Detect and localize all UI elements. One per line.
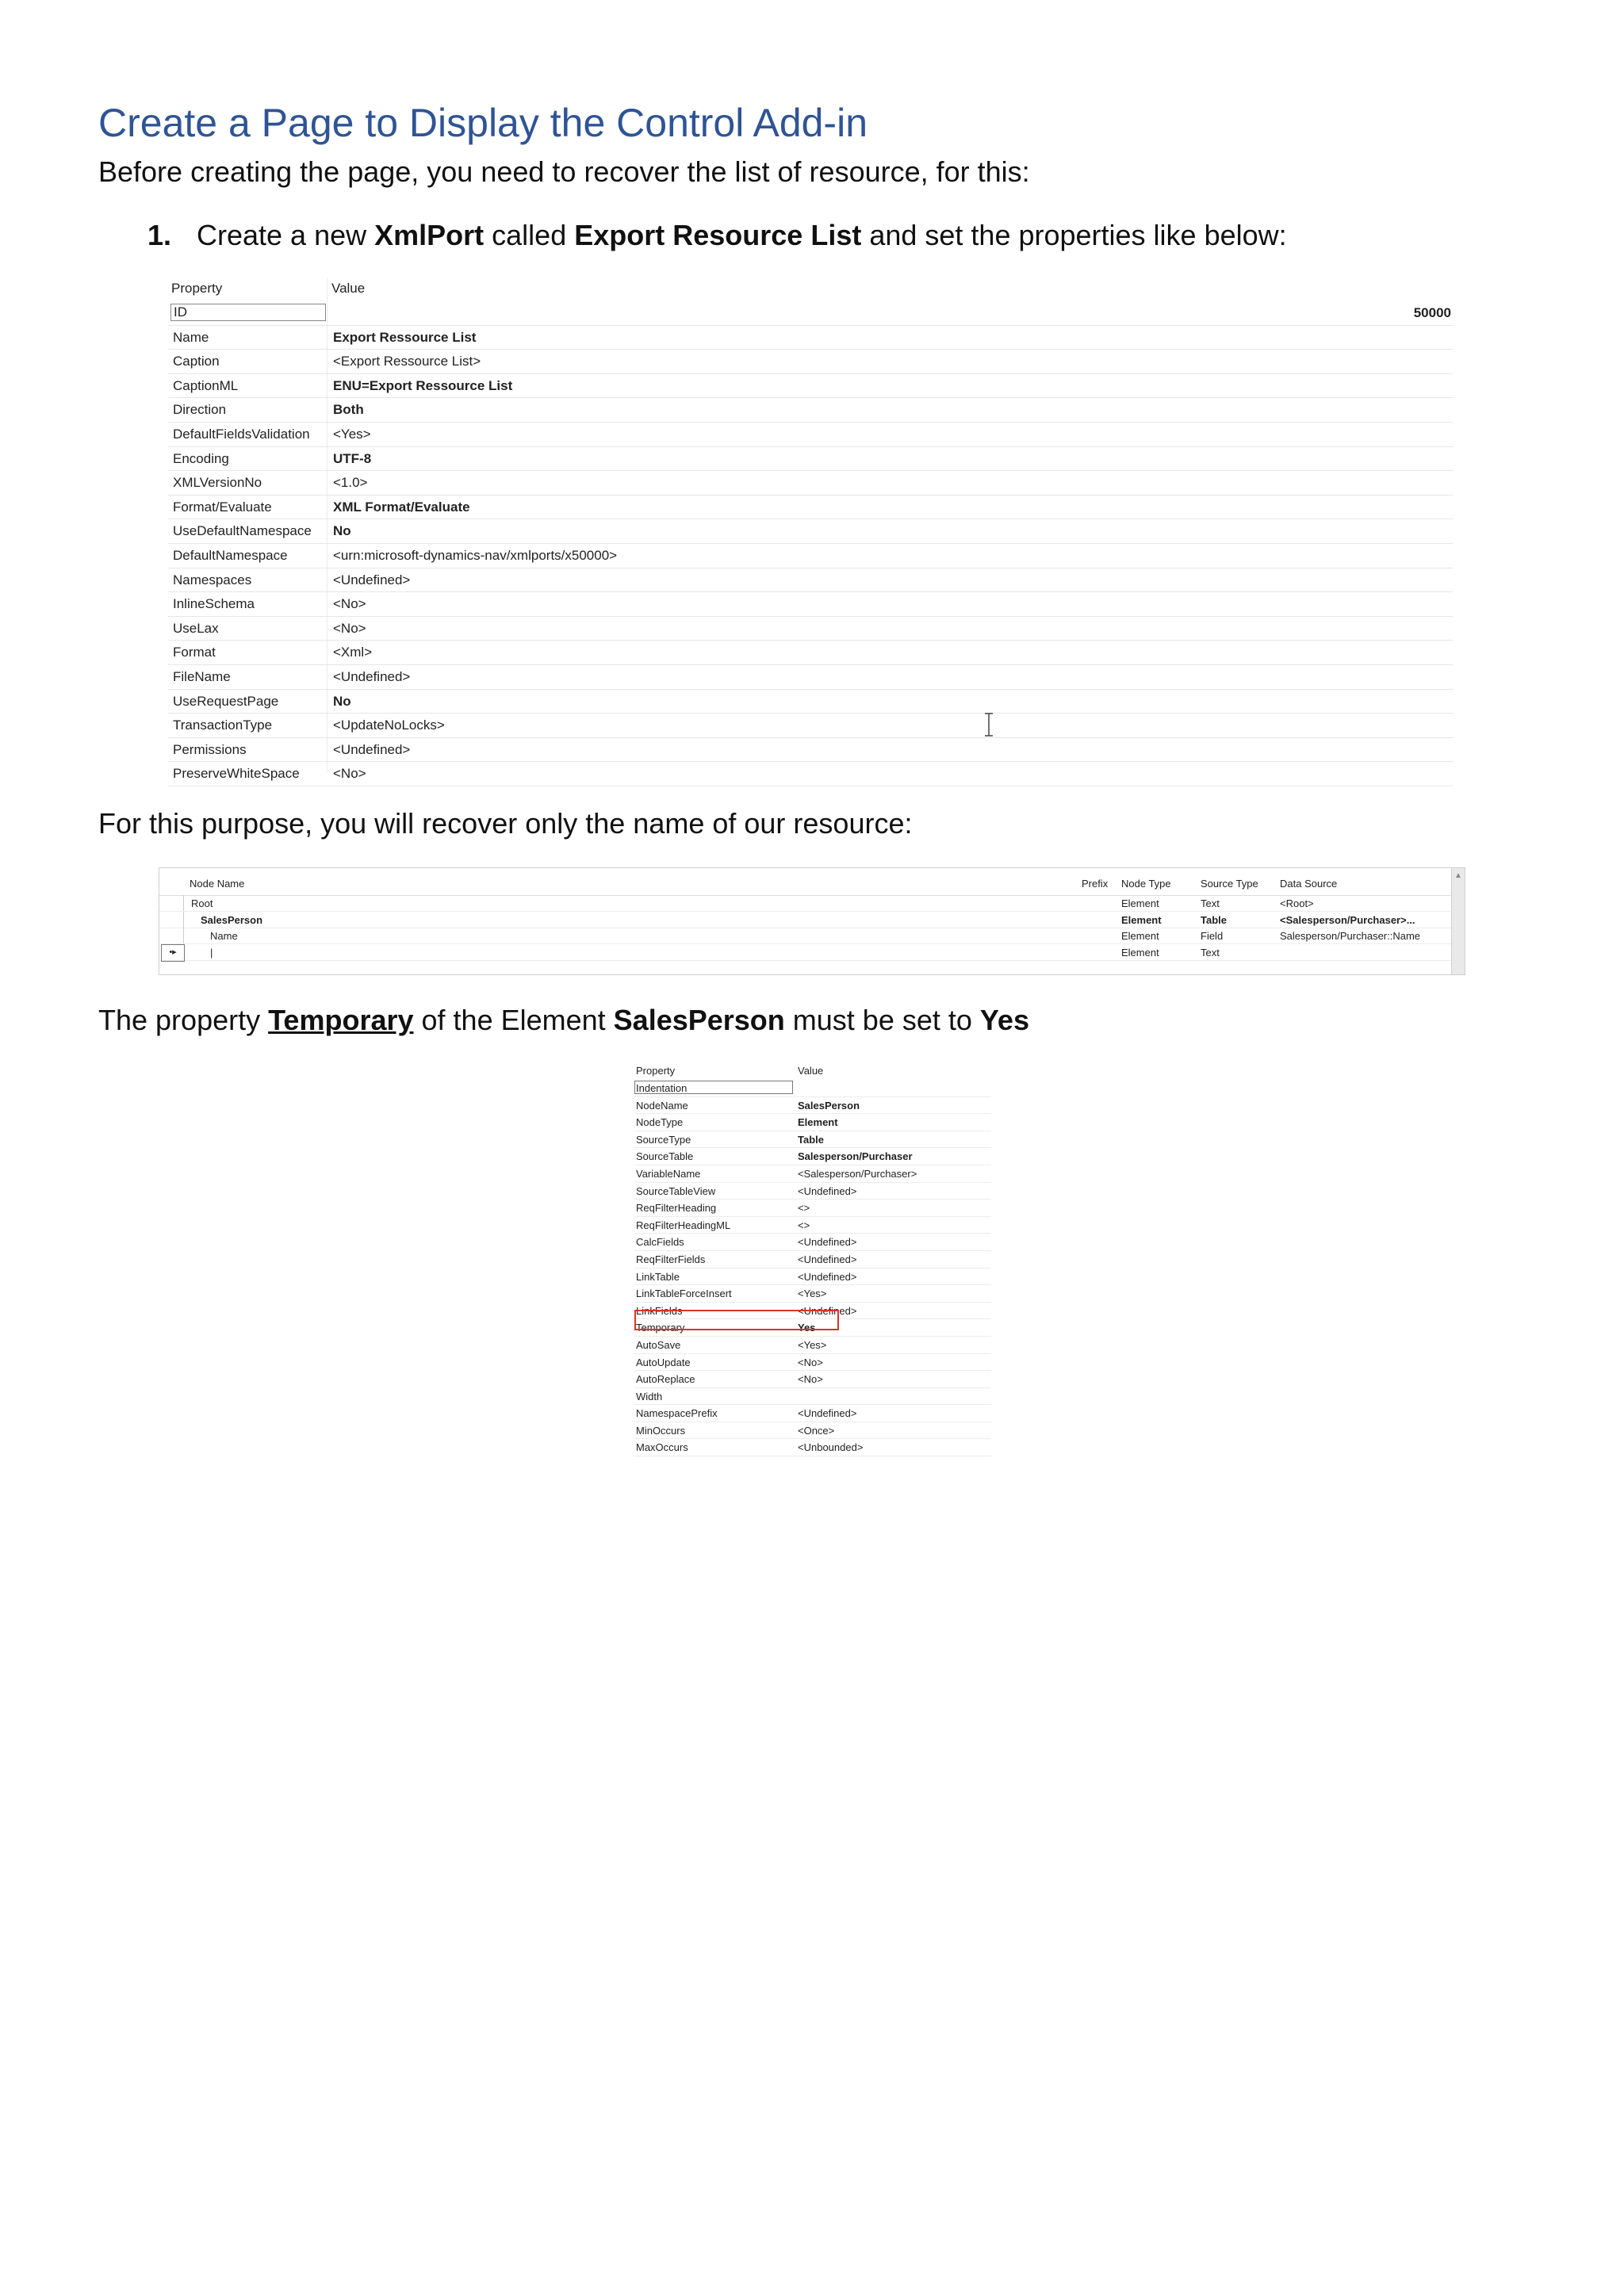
page-title: Create a Page to Display the Control Add-in [98,101,868,145]
property-row[interactable] [168,568,1453,593]
element-property-row[interactable] [634,1200,991,1217]
property-value: <Yes> [333,426,371,442]
value-column-header: Value [331,281,366,296]
element-property-value: Table [798,1133,824,1146]
element-property-row[interactable] [634,1388,991,1406]
property-value: XML Format/Evaluate [333,499,470,515]
element-property-row[interactable] [634,1371,991,1388]
property-value: 50000 [1413,305,1451,320]
element-property-row[interactable] [634,1405,991,1422]
property-name: Caption [173,354,220,369]
property-name: DefaultFieldsValidation [173,426,310,442]
element-property-row[interactable] [634,1251,991,1269]
step-bold-name: Export Resource List [574,219,862,251]
property-row[interactable] [168,641,1453,665]
property-value: Export Ressource List [333,329,477,345]
property-name: XMLVersionNo [173,475,262,491]
property-row[interactable] [168,447,1453,472]
property-value: <No> [333,766,366,782]
node-type-cell: Element [1121,897,1159,909]
element-property-name: SourceTableView [636,1184,716,1197]
element-property-row[interactable] [634,1354,991,1372]
element-property-row[interactable] [634,1439,991,1456]
property-row[interactable] [168,519,1453,544]
element-property-value: Element [798,1116,838,1129]
element-property-row[interactable] [634,1217,991,1234]
source-type-cell: Text [1201,897,1220,909]
node-type-cell: Element [1121,913,1162,926]
property-name: Format [173,645,216,660]
element-property-row[interactable] [634,1269,991,1286]
temporary-highlight-box [634,1310,839,1330]
element-property-name: LinkTable [636,1270,680,1283]
property-row[interactable] [168,398,1453,423]
property-value: <No> [333,620,366,636]
element-property-name: Width [636,1390,663,1402]
properties-header [168,277,1453,301]
property-value: <Undefined> [333,668,411,684]
property-name: DefaultNamespace [173,547,288,563]
element-property-name: Indentation [636,1082,688,1094]
element-property-name: ReqFilterHeading [636,1202,717,1215]
property-row[interactable] [168,326,1453,350]
element-property-name: LinkTableForceInsert [636,1288,732,1300]
node-name-cell: Name [210,930,238,942]
element-property-value: <Yes> [798,1288,827,1300]
element-properties-header [634,1062,991,1080]
node-row[interactable] [159,944,1452,961]
property-value: Both [333,402,364,418]
element-property-name: AutoSave [636,1338,681,1351]
element-property-value: <Undefined> [798,1270,857,1283]
property-value: <Undefined> [333,572,411,587]
property-name: Name [173,329,209,345]
property-row[interactable] [168,592,1453,617]
node-name-cell: SalesPerson [201,913,263,926]
node-row[interactable] [159,912,1452,928]
purpose-paragraph: For this purpose, you will recover only the name of our resource: [98,807,913,840]
source-type-cell: Table [1201,913,1227,926]
element-property-value: <Undefined> [798,1253,857,1265]
property-value: <1.0> [333,475,368,491]
intro-paragraph: Before creating the page, you need to recover the list of resource, for this: [98,155,1030,188]
row-selector[interactable]: •▸ [161,944,185,962]
property-name: ID [170,304,326,321]
property-value: <Export Ressource List> [333,354,481,369]
property-name: UseDefaultNamespace [173,523,312,539]
element-property-name: SourceType [636,1133,691,1146]
property-row[interactable] [168,471,1453,496]
source-type-cell: Text [1201,946,1220,959]
temporary-keyword: Temporary [268,1004,414,1036]
element-property-name: Temporary [636,1322,685,1334]
element-property-name: NodeName [636,1099,688,1112]
node-name-cell: Root [191,897,213,909]
element-property-row[interactable] [634,1234,991,1251]
property-row[interactable] [168,665,1453,690]
prefix-header: Prefix [1082,878,1109,890]
element-property-name: MaxOccurs [636,1441,688,1454]
property-value: <Xml> [333,645,373,660]
property-name: UseLax [173,620,219,636]
property-name: Format/Evaluate [173,499,272,515]
node-grid-header [159,868,1452,896]
element-property-value: <Undefined> [798,1407,857,1420]
property-name: TransactionType [173,718,273,733]
property-value: <Undefined> [333,741,411,757]
step-text-3: and set the properties like below: [861,219,1287,251]
source-type-header: Source Type [1201,878,1258,890]
element-value-column-header: Value [798,1065,824,1077]
property-value: <UpdateNoLocks> [333,718,445,733]
element-property-row[interactable] [634,1097,991,1115]
element-property-value: Yes [798,1322,816,1334]
property-name: PreserveWhiteSpace [173,766,300,782]
property-name: InlineSchema [173,596,255,612]
property-name: FileName [173,668,231,684]
temporary-paragraph [98,1004,1029,1037]
node-type-header: Node Type [1121,878,1171,890]
property-row[interactable] [168,617,1453,641]
element-property-name: LinkFields [636,1304,683,1317]
element-property-row[interactable] [634,1114,991,1131]
data-source-header: Data Source [1280,878,1338,890]
element-property-value: <Undefined> [798,1236,857,1249]
element-property-value: <No> [798,1356,823,1368]
element-property-row[interactable] [634,1337,991,1354]
row-selector[interactable] [161,912,184,928]
property-name: Permissions [173,741,247,757]
property-value: No [333,523,351,539]
element-property-value: <> [798,1202,810,1215]
property-row[interactable] [168,762,1453,786]
property-value: No [333,693,351,709]
property-row[interactable] [168,374,1453,399]
element-property-name: SourceTable [636,1150,694,1163]
element-property-row[interactable] [634,1131,991,1149]
element-property-name: AutoReplace [636,1373,695,1386]
property-row[interactable] [168,544,1453,568]
property-value: <urn:microsoft-dynamics-nav/xmlports/x50000> [333,547,618,563]
step-text-1: Create a new [197,219,375,251]
property-row[interactable] [168,423,1453,447]
element-property-name: ReqFilterFields [636,1253,706,1265]
element-property-name: NamespacePrefix [636,1407,718,1420]
property-row[interactable] [168,714,1453,738]
property-value: UTF-8 [333,450,372,466]
step-text-2: called [484,219,575,251]
element-properties-grid [634,1062,991,1454]
element-property-value: <Once> [798,1424,835,1437]
property-value: ENU=Export Ressource List [333,377,513,393]
element-property-value: Salesperson/Purchaser [798,1150,913,1163]
element-property-name: AutoUpdate [636,1356,691,1368]
element-property-row[interactable] [634,1165,991,1183]
node-type-cell: Element [1121,946,1159,959]
element-property-row[interactable] [634,1183,991,1200]
element-property-row[interactable] [634,1422,991,1440]
element-property-name: CalcFields [636,1236,684,1249]
property-row[interactable] [168,690,1453,714]
element-property-value: <Undefined> [798,1184,857,1197]
temporary-text-2: of the Element [413,1004,614,1036]
step-number: 1. [147,219,172,251]
property-column-header: Property [171,281,223,296]
element-property-value: <No> [798,1373,823,1386]
node-type-cell: Element [1121,930,1159,942]
element-property-row[interactable] [634,1080,991,1097]
element-property-value: SalesPerson [798,1099,860,1112]
property-row[interactable] [168,738,1453,763]
step-1 [147,219,1287,252]
element-property-row[interactable] [634,1148,991,1165]
temporary-text-1: The property [98,1004,269,1036]
element-property-name: ReqFilterHeadingML [636,1219,731,1231]
data-source-cell: Salesperson/Purchaser::Name [1280,930,1421,942]
property-name: CaptionML [173,377,239,393]
xmlport-properties-grid [168,277,1453,782]
data-source-cell: <Root> [1280,897,1314,909]
property-row[interactable] [168,301,1453,326]
property-row[interactable] [168,350,1453,374]
property-name: UseRequestPage [173,693,279,709]
row-selector[interactable] [161,928,184,943]
element-property-row[interactable] [634,1285,991,1303]
element-property-name: NodeType [636,1116,684,1129]
xmlport-node-grid [159,867,1465,975]
data-source-cell: <Salesperson/Purchaser>... [1280,913,1415,926]
property-name: Namespaces [173,572,252,587]
property-name: Direction [173,402,227,418]
scroll-up-icon[interactable]: ▲ [1454,871,1462,880]
yes-keyword: Yes [979,1004,1029,1036]
step-bold-xmlport: XmlPort [374,219,485,251]
element-property-value: <Yes> [798,1338,827,1351]
property-name: Encoding [173,450,229,466]
node-name-header: Node Name [190,878,245,890]
property-row[interactable] [168,496,1453,520]
text-cursor-icon [983,712,994,737]
element-property-value: <Salesperson/Purchaser> [798,1167,917,1180]
element-property-value: <Undefined> [798,1304,857,1317]
node-row[interactable] [159,928,1452,944]
source-type-cell: Field [1201,930,1224,942]
element-property-value: <Unbounded> [798,1441,864,1454]
node-grid-scrollbar[interactable] [1451,868,1465,974]
element-property-column-header: Property [636,1065,676,1077]
element-property-name: MinOccurs [636,1424,686,1437]
node-name-cell: | [210,946,213,959]
temporary-text-3: must be set to [784,1004,980,1036]
row-selector[interactable] [161,895,184,911]
element-property-name: VariableName [636,1167,701,1180]
property-value: <No> [333,596,366,612]
salesperson-keyword: SalesPerson [613,1004,785,1036]
element-property-value: <> [798,1219,810,1231]
node-row[interactable] [159,895,1452,912]
